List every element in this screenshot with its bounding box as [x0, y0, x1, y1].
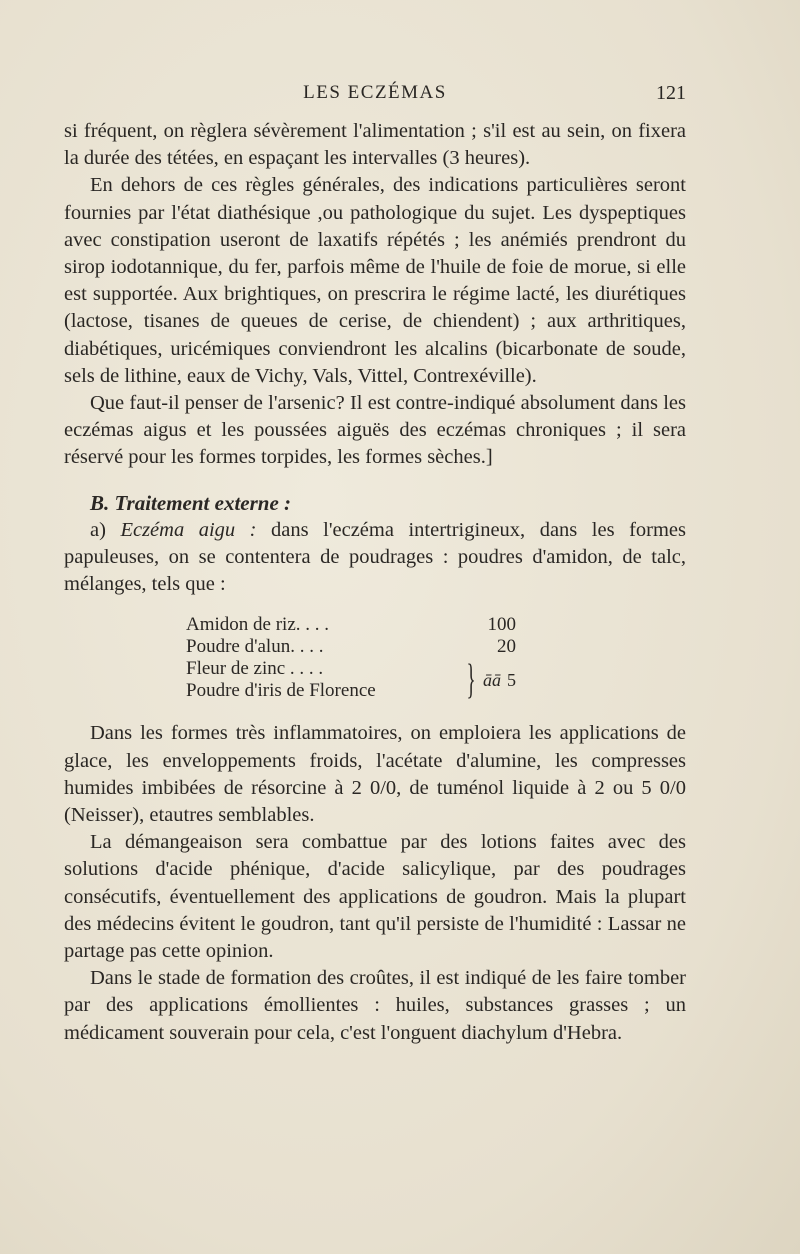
- paragraph: Dans les formes très inflammatoires, on emploiera les applications de glace, les enveloppements froids, l'acétate d'alumine, les compresses humides imbibées de résorcine à 2 0/0, de tuménol liquide à 2 ou 5 0/0 (Neisser), etautres semblables.: [64, 722, 686, 827]
- page-number: 121: [656, 82, 686, 104]
- brace-icon: }: [466, 657, 476, 704]
- page-header: [64, 82, 686, 112]
- formula-row: [186, 614, 516, 636]
- subsection-marker: a): [90, 518, 106, 541]
- formula-row: [186, 636, 516, 658]
- formula-abbreviation: āā: [483, 670, 501, 691]
- paragraph: Que faut-il penser de l'arsenic? Il est contre-indiqué absolument dans les eczémas aigus et les poussées aiguës des eczémas chroniques ; il sera réservé pour les formes torpides, les formes sèches.]: [64, 392, 686, 469]
- subsection-text: dans l'eczéma intertrigineux, dans les formes papuleuses, on se contentera de poudrages : poudres d'amidon, de talc, mélanges, tels que :: [64, 518, 686, 596]
- formula-ingredient: Poudre d'iris de Florence: [186, 680, 376, 702]
- formula-ingredient: Amidon de riz. . . .: [186, 614, 330, 636]
- paragraph: si fréquent, on règlera sévèrement l'alimentation ; s'il est au sein, on fixera la durée des tétées, en espaçant les intervalles (3 heures).: [64, 120, 686, 170]
- running-title: LES ECZÉMAS: [303, 82, 447, 103]
- formula-ingredient: Poudre d'alun. . . .: [186, 636, 324, 658]
- formula-quantity: 100: [487, 614, 516, 636]
- subsection-paragraph: [64, 517, 686, 599]
- formula-ingredient: Fleur de zinc . . . .: [186, 658, 324, 680]
- body-text: [64, 118, 686, 1047]
- formula-group: [186, 658, 516, 702]
- subsection-title: Eczéma aigu :: [120, 518, 257, 541]
- paragraph: En dehors de ces règles générales, des indications particulières seront fournies par l'état diathésique ,ou pathologique du sujet. Les dyspeptiques avec constipation useront de laxatifs répétés ; les anémiés prendront du sirop iodotannique, du fer, parfois même de l'huile de foie de morue, si elle est supportée. Aux brightiques, on prescrira le régime lacté, les diurétiques (lactose, tisanes de queues de cerise, de chiendent) ; aux arthritiques, diabétiques, uricémiques conviendront les alcalins (bicarbonate de soude, sels de lithine, eaux de Vichy, Vals, Vittel, Contrexéville).: [64, 174, 686, 387]
- paragraph: Dans le stade de formation des croûtes, il est indiqué de les faire tomber par des applications émollientes : huiles, substances grasses ; un médicament souverain pour cela, c'est l'onguent diachylum d'Hebra.: [64, 967, 686, 1044]
- paragraph: La démangeaison sera combattue par des lotions faites avec des solutions d'acide phénique, d'acide salicylique, par des poudrages consécutifs, éventuellement des applications de goudron. Mais la plupart des médecins évitent le goudron, tant qu'il persiste de l'humidité : Lassar ne partage pas cette opinion.: [64, 831, 686, 963]
- formula-quantity: 5: [507, 670, 516, 691]
- section-heading: B. Traitement externe :: [90, 490, 292, 515]
- formula: [186, 614, 516, 702]
- formula-quantity: 20: [497, 636, 516, 658]
